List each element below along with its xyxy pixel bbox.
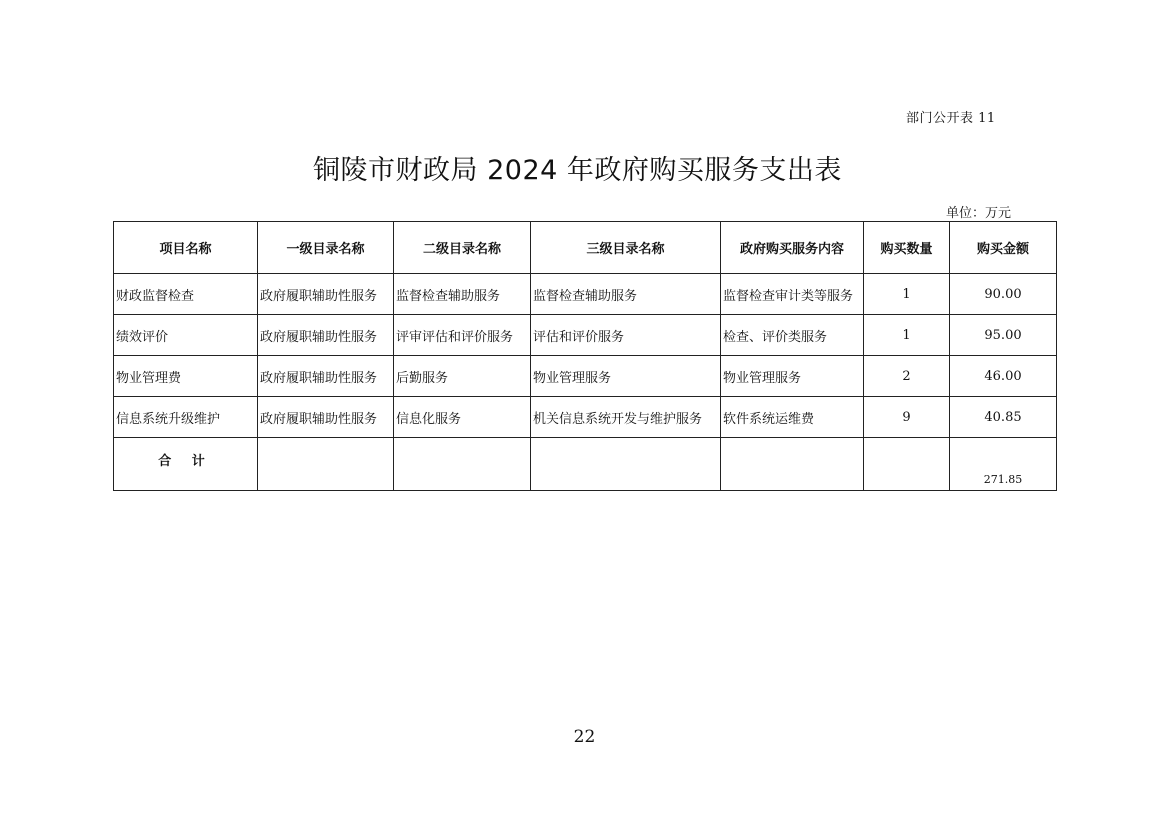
column-header: 购买金额 [950, 222, 1057, 274]
total-amount: 271.85 [950, 438, 1057, 491]
table-cell: 监督检查辅助服务 [394, 274, 531, 315]
column-header: 购买数量 [864, 222, 950, 274]
table-cell: 软件系统运维费 [721, 397, 864, 438]
table-row [114, 274, 1057, 315]
table-cell [258, 438, 394, 491]
total-label: 合 计 [114, 438, 258, 491]
table-cell [531, 438, 721, 491]
column-header: 项目名称 [114, 222, 258, 274]
table-cell: 信息化服务 [394, 397, 531, 438]
table-cell: 评审评估和评价服务 [394, 315, 531, 356]
table-cell: 政府履职辅助性服务 [258, 397, 394, 438]
table-cell: 检查、评价类服务 [721, 315, 864, 356]
unit-label: 单位：万元 [946, 206, 1012, 221]
table-cell: 物业管理服务 [721, 356, 864, 397]
purchase-services-table [113, 221, 1057, 491]
table-row [114, 356, 1057, 397]
table-cell: 政府履职辅助性服务 [258, 315, 394, 356]
table-cell: 财政监督检查 [114, 274, 258, 315]
column-header: 二级目录名称 [394, 222, 531, 274]
page-title: 铜陵市财政局 2024 年政府购买服务支出表 [313, 155, 842, 186]
table-row [114, 315, 1057, 356]
column-header: 一级目录名称 [258, 222, 394, 274]
table-cell: 95.00 [950, 315, 1057, 356]
table-row [114, 397, 1057, 438]
table-cell: 评估和评价服务 [531, 315, 721, 356]
table-cell: 46.00 [950, 356, 1057, 397]
table-header-row [114, 222, 1057, 274]
form-code: 部门公开表 11 [906, 111, 996, 126]
table-cell: 政府履职辅助性服务 [258, 274, 394, 315]
table-cell: 政府履职辅助性服务 [258, 356, 394, 397]
table-cell: 监督检查辅助服务 [531, 274, 721, 315]
table-cell [394, 438, 531, 491]
page-number: 22 [573, 727, 596, 747]
table-cell [721, 438, 864, 491]
table-cell: 9 [864, 397, 950, 438]
table-cell: 物业管理服务 [531, 356, 721, 397]
column-header: 三级目录名称 [531, 222, 721, 274]
table-cell [864, 438, 950, 491]
table-cell: 信息系统升级维护 [114, 397, 258, 438]
table-cell: 绩效评价 [114, 315, 258, 356]
total-row [114, 438, 1057, 491]
table-cell: 40.85 [950, 397, 1057, 438]
table-cell: 1 [864, 315, 950, 356]
table-cell: 物业管理费 [114, 356, 258, 397]
table-cell: 1 [864, 274, 950, 315]
table-cell: 后勤服务 [394, 356, 531, 397]
table-cell: 2 [864, 356, 950, 397]
table-cell: 90.00 [950, 274, 1057, 315]
table-cell: 机关信息系统开发与维护服务 [531, 397, 721, 438]
column-header: 政府购买服务内容 [721, 222, 864, 274]
table-cell: 监督检查审计类等服务 [721, 274, 864, 315]
